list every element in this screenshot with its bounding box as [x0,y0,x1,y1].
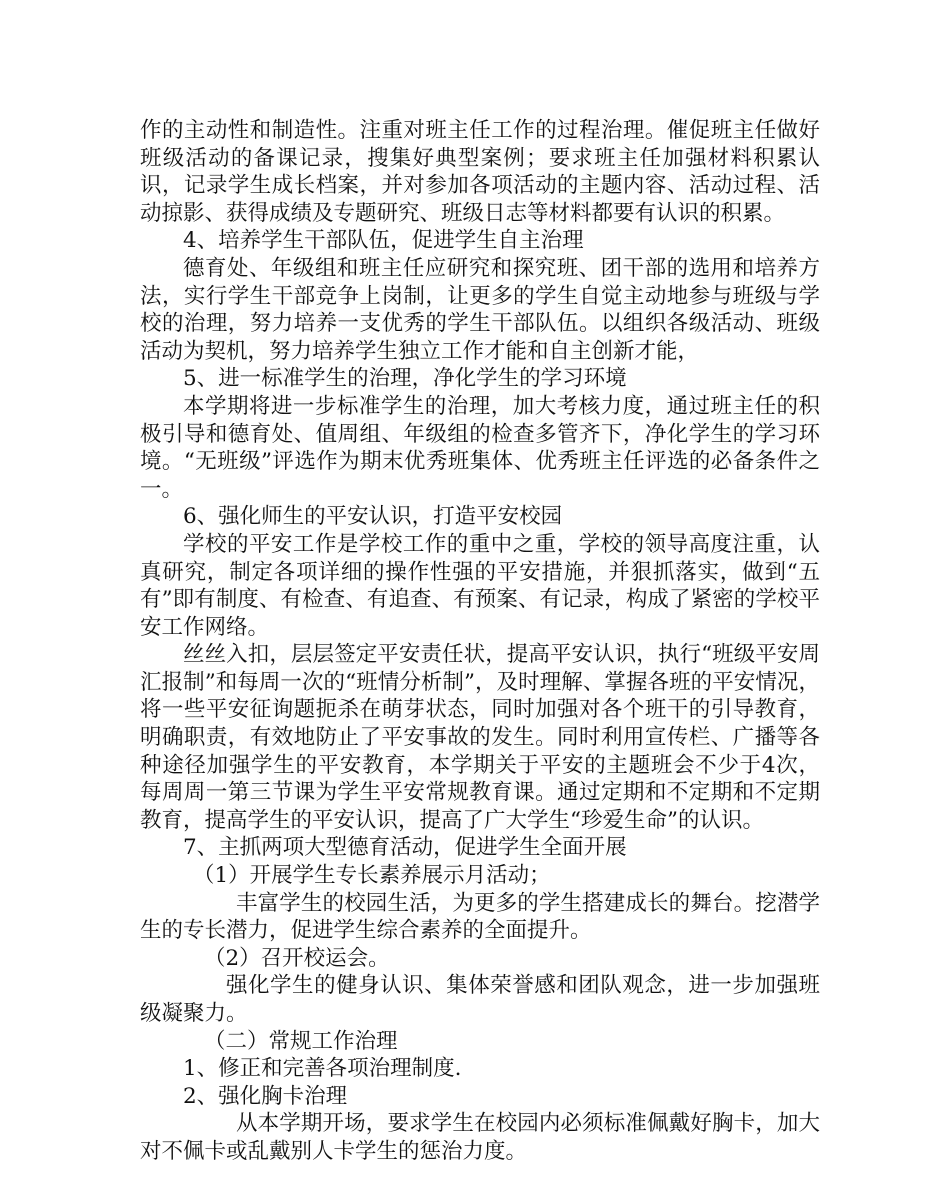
paragraph-student-management: 本学期将进一步标准学生的治理，加大考核力度，通过班主任的积极引导和德育处、值周组、年级组的检查多管齐下，净化学生的学习环境。“无班级”评选作为期末优秀班集体、优秀班主任评选的必备条件之一。 [140,393,820,502]
paragraph-class-teacher-work: 作的主动性和制造性。注重对班主任工作的过程治理。催促班主任做好班级活动的备课记录，搜集好典型案例；要求班主任加强材料积累认识，记录学生成长档案，并对参加各项活动的主题内容、活动过程、活动掠影、获得成绩及专题研究、班级日志等材料都要有认识的积累。 [140,118,820,226]
subheading-sports-meet: （2）召开校运会。 [204,945,390,971]
paragraph-badge-management: 从本学期开场，要求学生在校园内必须标准佩戴好胸卡，加大对不佩卡或乱戴别人卡学生的惩治力度。 [140,1111,820,1164]
heading-student-management: 5、进一标准学生的治理，净化学生的学习环境 [183,366,627,392]
heading-safety-awareness: 6、强化师生的平安认识，打造平安校园 [183,504,563,530]
paragraph-safety-work: 学校的平安工作是学校工作的重中之重，学校的领导高度注重，认真研究，制定各项详细的操作性强的平安措施，并狠抓落实，做到“五有”即有制度、有检查、有追查、有预案、有记录，构成了紧密的学校平安工作网络。 [140,531,820,640]
paragraph-sports-meet: 强化学生的健身认识、集体荣誉感和团队观念，进一步加强班级凝聚力。 [140,973,820,1026]
heading-moral-activities: 7、主抓两项大型德育活动，促进学生全面开展 [183,835,627,861]
heading-student-cadres: 4、培养学生干部队伍，促进学生自主治理 [183,228,584,254]
paragraph-talent-month: 丰富学生的校园生活，为更多的学生搭建成长的舞台。挖潜学生的专长潜力，促进学生综合素养的全面提升。 [140,890,820,944]
document-page [140,117,820,1166]
paragraph-student-cadres: 德育处、年级组和班主任应研究和探究班、团干部的选用和培养方法，实行学生干部竞争上岗制，让更多的学生自觉主动地参与班级与学校的治理，努力培养一支优秀的学生干部队伍。以组织各级活动、班级活动为契机，努力培养学生独立工作才能和自主创新才能， [140,255,820,364]
heading-badge-management: 2、强化胸卡治理 [183,1083,348,1109]
paragraph-safety-responsibility: 丝丝入扣，层层签定平安责任状，提高平安认识，执行“班级平安周汇报制”和每周一次的“班情分析制”，及时理解、掌握各班的平安情况，将一些平安征询题扼杀在萌芽状态，同时加强对各个班干的引导教育，明确职责，有效地防止了平安事故的发生。同时利用宣传栏、广播等各种途径加强学生的平安教育，本学期关于平安的主题班会不少于4次，每周周一第三节课为学生平安常规教育课。通过定期和不定期和不定期教育，提高学生的平安认识，提高了广大学生“珍爱生命”的认识。 [140,642,820,833]
subheading-talent-month: （1）开展学生专长素养展示月活动； [193,863,551,889]
heading-revise-rules: 1、修正和完善各项治理制度. [183,1056,462,1082]
heading-routine-work: （二）常规工作治理 [204,1028,398,1054]
